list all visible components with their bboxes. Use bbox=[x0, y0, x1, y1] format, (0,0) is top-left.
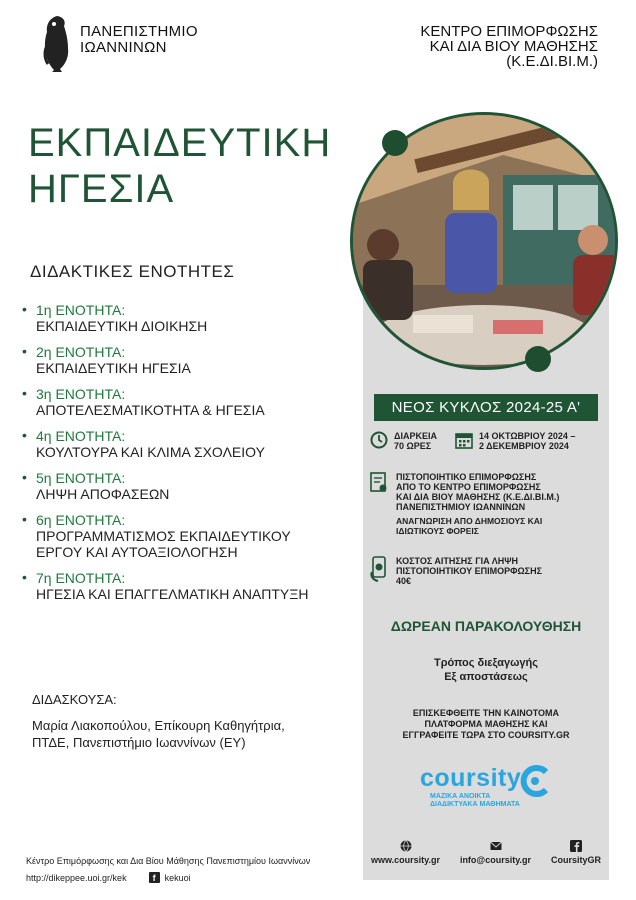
coursity-mark-icon bbox=[516, 762, 554, 800]
cost-info: ΚΟΣΤΟΣ ΑΙΤΗΣΗΣ ΓΙΑ ΛΗΨΗ ΠΙΣΤΟΠΟΙΗΤΙΚΟΥ ΕΠΙΜΟΡΦΩΣΗΣ 40€ bbox=[370, 556, 542, 586]
visit-platform-text: ΕΠΙΣΚΕΦΘΕΙΤΕ ΤΗΝ ΚΑΙΝΟΤΟΜΑ ΠΛΑΤΦΟΡΜΑ ΜΑΘΗΣΗΣ ΚΑΙ ΕΓΓΡΑΦΕΙΤΕ ΤΩΡΑ ΣΤΟ COURSITY.GR bbox=[402, 708, 570, 740]
university-name: ΠΑΝΕΠΙΣΤΗΜΙΟ ΙΩΑΝΝΙΝΩΝ bbox=[80, 23, 198, 56]
units-heading: ΔΙΔΑΚΤΙΚΕΣ ΕΝΟΤΗΤΕΣ bbox=[30, 262, 235, 281]
globe-icon bbox=[400, 840, 412, 852]
duration-info: ΔΙΑΡΚΕΙΑ 70 ΩΡΕΣ bbox=[370, 431, 437, 451]
footer bbox=[26, 856, 366, 883]
list-item: • 6η ΕΝΟΤΗΤΑ: ΠΡΟΓΡΑΜΜΑΤΙΣΜΟΣ ΕΚΠΑΙΔΕΥΤΙΚΟΥ ΕΡΓΟΥ ΚΑΙ ΑΥΤΟΑΞΙΟΛΟΓΗΣΗ bbox=[22, 512, 362, 560]
website-contact[interactable]: www.coursity.gr bbox=[371, 840, 440, 865]
facebook-icon: f bbox=[149, 872, 160, 883]
facebook-contact[interactable]: CoursityGR bbox=[551, 840, 601, 865]
calendar-icon bbox=[455, 431, 473, 449]
list-item: • 3η ΕΝΟΤΗΤΑ: ΑΠΟΤΕΛΕΣΜΑΤΙΚΟΤΗΤΑ & ΗΓΕΣΙΑ bbox=[22, 386, 362, 418]
footer-facebook[interactable]: kekuoi bbox=[164, 872, 191, 883]
footer-url[interactable]: http://dikeppee.uoi.gr/kek bbox=[26, 872, 127, 883]
list-item: • 7η ΕΝΟΤΗΤΑ: ΗΓΕΣΙΑ ΚΑΙ ΕΠΑΓΓΕΛΜΑΤΙΚΗ ΑΝΑΠΤΥΞΗ bbox=[22, 570, 362, 602]
coursity-logo: coursity ΜΑΖΙΚΑ ΑΝΟΙΚΤΑ ΔΙΑΔΙΚΤΥΑΚΑ ΜΑΘΗΜΑΤΑ bbox=[420, 764, 560, 809]
units-list bbox=[22, 302, 362, 612]
clock-icon bbox=[370, 431, 388, 449]
recognition-info: ΑΝΑΓΝΩΡΙΣΗ ΑΠΟ ΔΗΜΟΣΙΟΥΣ ΚΑΙ ΙΔΙΩΤΙΚΟΥΣ ΦΟΡΕΙΣ bbox=[396, 516, 543, 536]
list-item: • 1η ΕΝΟΤΗΤΑ: ΕΚΠΑΙΔΕΥΤΙΚΗ ΔΙΟΙΚΗΣΗ bbox=[22, 302, 362, 334]
facebook-icon bbox=[570, 840, 582, 852]
new-cycle-banner: ΝΕΟΣ ΚΥΚΛΟΣ 2024-25 Α' bbox=[374, 394, 598, 421]
payment-icon bbox=[370, 556, 388, 582]
list-item: • 5η ΕΝΟΤΗΤΑ: ΛΗΨΗ ΑΠΟΦΑΣΕΩΝ bbox=[22, 470, 362, 502]
delivery-mode: Τρόπος διεξαγωγής Εξ αποστάσεως bbox=[434, 657, 538, 683]
email-contact[interactable]: info@coursity.gr bbox=[460, 840, 531, 865]
certificate-info: ΠΙΣΤΟΠΟΙΗΤΙΚΟ ΕΠΙΜΟΡΦΩΣΗΣ ΑΠΟ ΤΟ ΚΕΝΤΡΟ ΕΠΙΜΟΡΦΩΣΗΣ ΚΑΙ ΔΙΑ ΒΙΟΥ ΜΑΘΗΣΗΣ (Κ.Ε.ΔΙ.ΒΙ.Μ.) ΠΑΝΕΠΙΣΤΗΜΙΟΥ ΙΩΑΝΝΙΝΩΝ bbox=[370, 472, 559, 512]
contacts bbox=[363, 840, 609, 865]
owl-logo-icon bbox=[40, 14, 74, 74]
footer-center-name: Κέντρο Επιμόρφωσης και Δια Βίου Μάθησης Πανεπιστημίου Ιωαννίνων bbox=[26, 856, 311, 866]
kedivim-name: ΚΕΝΤΡΟ ΕΠΙΜΟΡΦΩΣΗΣ ΚΑΙ ΔΙΑ ΒΙΟΥ ΜΑΘΗΣΗΣ (Κ.Ε.ΔΙ.ΒΙ.Μ.) bbox=[420, 23, 598, 70]
decorative-dot bbox=[525, 346, 551, 372]
list-item: • 2η ΕΝΟΤΗΤΑ: ΕΚΠΑΙΔΕΥΤΙΚΗ ΗΓΕΣΙΑ bbox=[22, 344, 362, 376]
list-item: • 4η ΕΝΟΤΗΤΑ: ΚΟΥΛΤΟΥΡΑ ΚΑΙ ΚΛΙΜΑ ΣΧΟΛΕΙΟΥ bbox=[22, 428, 362, 460]
mail-icon bbox=[490, 840, 502, 852]
decorative-dot bbox=[382, 130, 408, 156]
page-title: ΕΚΠΑΙΔΕΥΤΙΚΗ ΗΓΕΣΙΑ bbox=[28, 121, 332, 211]
certificate-icon bbox=[370, 472, 388, 494]
dates-info: 14 ΟΚΤΩΒΡΙΟΥ 2024 – 2 ΔΕΚΕΜΒΡΙΟΥ 2024 bbox=[455, 431, 575, 451]
free-attendance: ΔΩΡΕΑΝ ΠΑΡΑΚΟΛΟΥΘΗΣΗ bbox=[390, 618, 582, 634]
instructor-block: ΔΙΔΑΣΚΟΥΣΑ: Μαρία Λιακοπούλου, Επίκουρη Καθηγήτρια, ΠΤΔΕ, Πανεπιστήμιο Ιωαννίνων (ΕΥ) bbox=[32, 692, 285, 750]
